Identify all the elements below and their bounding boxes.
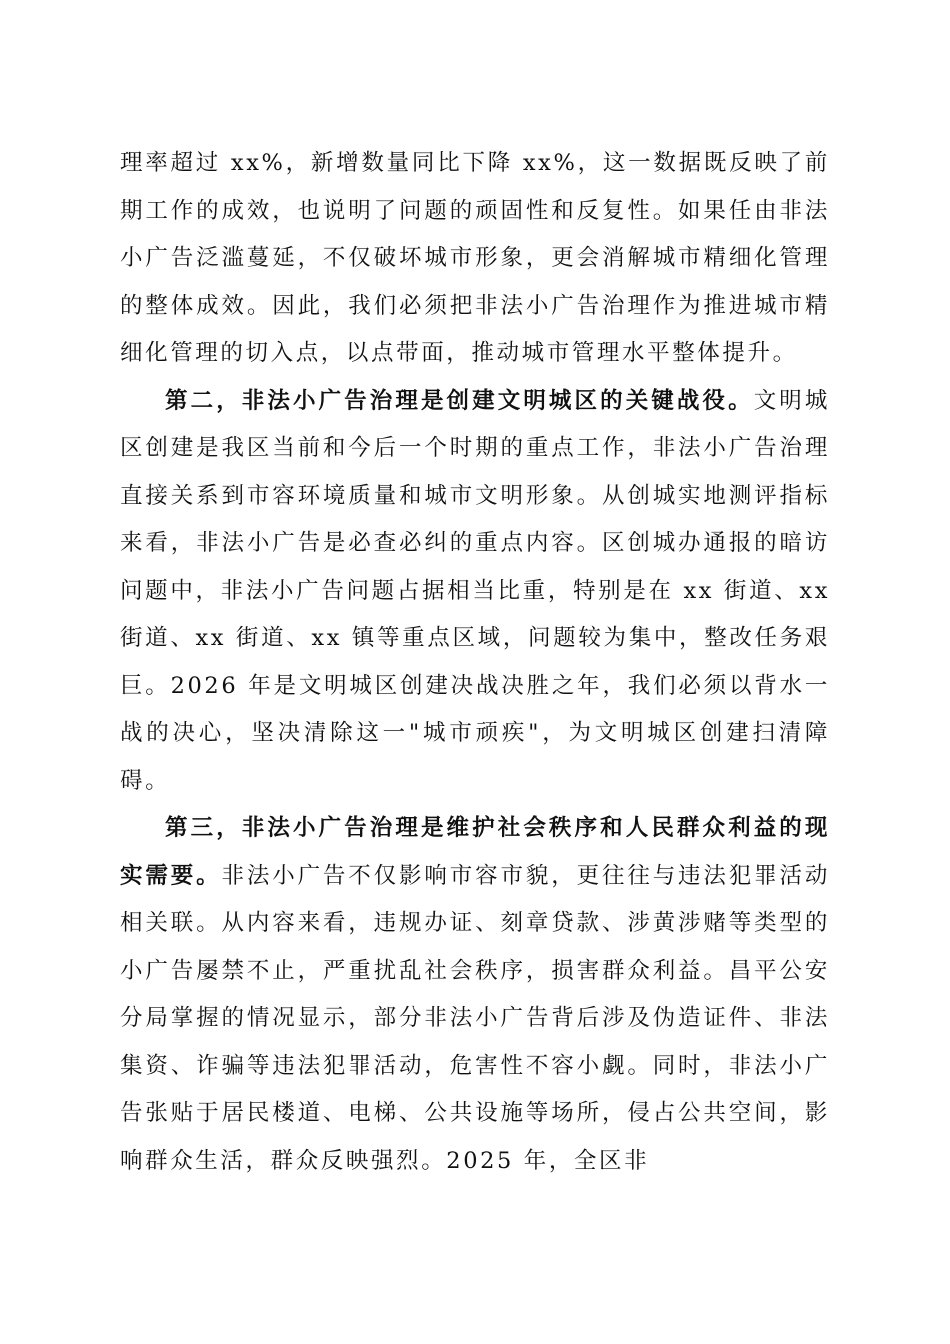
paragraph-2-text: 文明城区创建是我区当前和今后一个时期的重点工作，非法小广告治理直接关系到市容环境质量和城市文明形象。从创城实地测评指标来看，非法小广告是必查必纠的重点内容。区创城办通报的暗访问题中，非法小广告问题占据相当比重，特别是在 xx 街道、xx 街道、xx 街道、xx 镇等重点区域，问题较为集中，整改任务艰巨。2026 年是文明城区创建决战决胜之年，我们必须以背水一战的决心，坚决清除这一"城市顽疾"，为文明城区创建扫清障碍。: [120, 387, 830, 794]
paragraph-3: [120, 805, 830, 1185]
paragraph-3-text: 非法小广告不仅影响市容市貌，更往往与违法犯罪活动相关联。从内容来看，违规办证、刻章贷款、涉黄涉赌等类型的小广告屡禁不止，严重扰乱社会秩序，损害群众利益。昌平公安分局掌握的情况显示，部分非法小广告背后涉及伪造证件、非法集资、诈骗等违法犯罪活动，危害性不容小觑。同时，非法小广告张贴于居民楼道、电梯、公共设施等场所，侵占公共空间，影响群众生活，群众反映强烈。2025 年，全区非: [120, 862, 830, 1174]
paragraph-1-text: 理率超过 xx%，新增数量同比下降 xx%，这一数据既反映了前期工作的成效，也说明了问题的顽固性和反复性。如果任由非法小广告泛滥蔓延，不仅破坏城市形象，更会消解城市精细化管理的整体成效。因此，我们必须把非法小广告治理作为推进城市精细化管理的切入点，以点带面，推动城市管理水平整体提升。: [120, 150, 830, 366]
paragraph-2: [120, 378, 830, 806]
document-body: [120, 140, 830, 1185]
paragraph-2-lead: 第二，非法小广告治理是创建文明城区的关键战役。: [165, 387, 754, 414]
paragraph-3-lead: 第三，非法小广告治理是维护社会秩序和人民群众利益的现实需要。: [120, 815, 830, 889]
paragraph-1: [120, 140, 830, 378]
